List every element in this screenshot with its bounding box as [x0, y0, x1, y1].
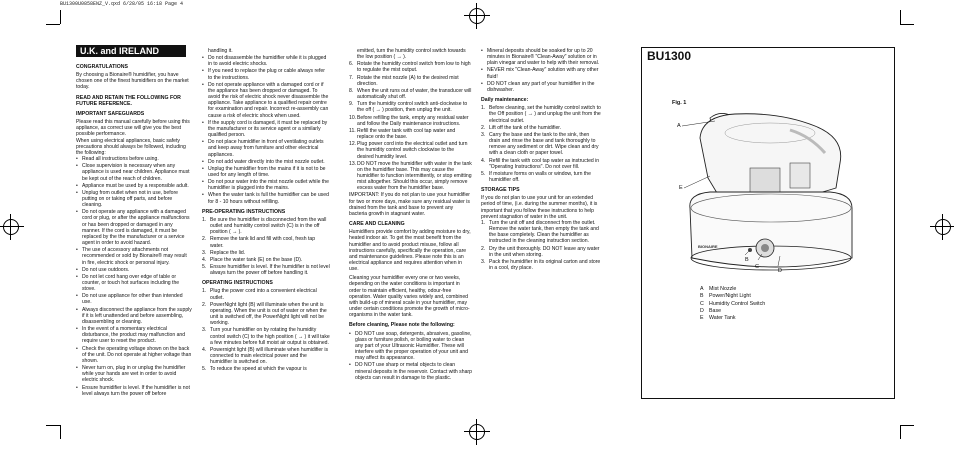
crop-mark	[900, 24, 914, 25]
congrats-heading: CONGRATULATIONS	[76, 64, 128, 70]
model-title: BU1300	[647, 49, 692, 63]
list-item: 2. Remove the tank lid and fill with cool, fresh tap water.	[202, 236, 316, 249]
list-item: 5. To reduce the speed at which the vapour is	[202, 366, 307, 373]
list-item: 5. If moisture forms on walls or window, turn the humidifier off.	[481, 170, 591, 183]
list-item: 6. Rotate the humidity control switch from low to high to regulate the mist output.	[349, 61, 471, 74]
list-item: • DO NOT clean any part of your humidifier in the dishwasher.	[481, 81, 601, 93]
list-item: 4. Refill the tank with cool tap water as instructed in "Operating Instructions". Do not over fill.	[481, 157, 600, 170]
care-body: Humidifiers provide comfort by adding moisture to dry, heated indoor air. To get the most benefit from the humidifier and to avoid product misuse, follow all instructions carefully, specifically the operation, care and maintenance guidelines. Please note this is an electrical appliance and requires attention when in use.	[349, 229, 471, 273]
storage-heading: STORAGE TIPS	[481, 187, 520, 194]
crop-mark	[900, 425, 901, 439]
registration-mark	[3, 219, 19, 235]
daily-maintenance-heading: Daily maintenance:	[481, 97, 529, 104]
column-2	[202, 48, 330, 374]
figure-label: Fig. 1	[672, 100, 687, 106]
care-body-2: Cleaning your humidifier every one or two weeks, depending on the water conditions is important in order to maintain efficient, healthy, odour-free operation. Water quality varies widely and, combined with build-up of mineral scale in your humidifier, may under certain conditions promote the growth of micro-organisms in the water tank.	[349, 275, 470, 319]
list-item: • Do not use outdoors.	[76, 267, 192, 273]
list-item: • When the water tank is full the humidifier can be used for 8 - 10 hours without refilling.	[202, 192, 330, 204]
list-item: • DO NOT use sharp or metal objects to clean mineral deposits in the reservoir. Contact with sharp objects can result in damage to the plastic.	[349, 362, 472, 380]
list-item: • Do not use appliance for other than intended use.	[76, 293, 192, 305]
list-item: 13. DO NOT move the humidifier with water in the tank on the humidifier base. This may cause the humidifier to function intermittently, or stop emitting mist altogether. Should this occur, simply remove excess water from the humidifier base.	[349, 160, 472, 192]
list-item: 1. Before cleaning, set the humidity control switch to the Off position ( → ) and unplug the unit from the electrical outlet.	[481, 105, 601, 124]
operating-heading: OPERATING INSTRUCTIONS	[202, 280, 273, 287]
callout-a: A	[677, 123, 681, 129]
list-item: 1. Plug the power cord into a convenient electrical outlet.	[202, 288, 317, 301]
list-item: 2. Lift off the tank of the humidifier.	[481, 124, 562, 131]
list-item: 2. PowerNight light (B) will illuminate when the unit is operating. When the unit is out of water or when the unit is switched off, the PowerNight light will not be working.	[202, 301, 327, 327]
list-item: • Appliance must be used by a responsible adult.	[76, 183, 192, 189]
list-item: • Mineral deposits should be soaked for up to 20 minutes in Bionaire® "Clean-Away" solution or in plain vinegar and water to help with their removal.	[481, 48, 601, 66]
crop-mark	[46, 425, 60, 426]
list-item: • Do not add water directly into the mist nozzle outlet.	[202, 159, 330, 165]
list-item: • Unplug the humidifier from the mains if it is not to be used for any length of time.	[202, 166, 330, 178]
crop-mark	[60, 10, 61, 24]
parts-legend	[700, 286, 765, 322]
list-item: 5. Ensure humidifier is level. If the humidifier is not level always turn the power off before handling it.	[202, 264, 330, 277]
region-banner: U.K. and IRELAND	[76, 45, 186, 57]
callout-b: B	[745, 257, 749, 263]
callout-d: D	[778, 268, 782, 274]
list-item: 9. Turn the humidity control switch anti-clockwise to the off ( → ) position, then unplug the unit.	[349, 101, 468, 114]
list-item: • Do not disassemble the humidifier while it is plugged in to avoid electric shocks.	[202, 55, 330, 67]
safeguards-list	[76, 156, 192, 397]
list-item: 3. Replace the lid.	[202, 249, 246, 256]
continued-text: emitted, turn the humidity control switch towards the low position ( → ).	[357, 48, 466, 61]
list-item: • If the supply cord is damaged, it must be replaced by the manufacturer or its service agent or a similarly qualified person.	[202, 120, 330, 138]
list-item: • Never turn on, plug in or unplug the humidifier while your hands are wet in order to avoid electric shock.	[76, 365, 192, 383]
storage-intro: If you do not plan to use your unit for an extended period of time, (i.e. during the summer months), it is important that you follow these instructions to help prevent stagnation of water in the unit.	[481, 195, 598, 220]
legend-row: A Mist Nozzle	[700, 286, 737, 292]
column-3	[349, 48, 472, 382]
list-item: 11. Refill the water tank with cool tap water and replace onto the base.	[349, 127, 456, 141]
crop-mark	[900, 10, 901, 24]
list-item: • DO NOT use soap, detergents, abrasives, gasoline, glass or furniture polish, or boiling water to clean any part of your Ultrasonic Humidifier. These will interfere with the proper operation of your unit and may affect its appearance.	[349, 331, 472, 362]
column-4	[481, 48, 601, 272]
care-heading: CARE AND CLEANING	[349, 221, 405, 228]
list-item: • Read all instructions before using.	[76, 156, 192, 162]
important-note: IMPORTANT: If you do not plan to use your humidifier for two or more days, make sure any residual water is drained from the tank and base to prevent any bacteria growth in stagnant water.	[349, 192, 470, 217]
list-item: 7. Rotate the mist nozzle (A) to the desired mist direction.	[349, 74, 459, 87]
legend-row: C Humidity Control Switch	[700, 300, 766, 307]
list-item: 1. Be sure the humidifier is disconnected from the wall outlet and humidity control switch (C) is in the off position ( → ).	[202, 216, 327, 236]
list-item: 8. When the unit runs out of water, the transducer will automatically shut off.	[349, 87, 472, 101]
list-item: • Ensure humidifier is level. If the humidifier is not level always turn the power off before	[76, 385, 192, 397]
list-item: • Do not place humidifier in front of ventilating outlets and keep away from furniture and other electrical appliances.	[202, 139, 330, 157]
legend-row: D Base	[700, 307, 722, 314]
list-item: • In the event of a momentary electrical disturbance, the product may malfunction and require user to reset the product.	[76, 326, 192, 344]
electrical-intro: When using electrical appliances, basic safety precautions should always be followed, including the following:	[76, 137, 186, 156]
print-slug: BU1300U0858ENZ_V.qxd 6/28/05 16:18 Page 4	[60, 1, 184, 7]
registration-mark	[469, 8, 485, 24]
crop-mark	[900, 425, 914, 426]
registration-mark	[935, 219, 951, 235]
product-brand: BIONAIRE	[698, 244, 718, 249]
list-item: 2. Dry the unit thoroughly. DO NOT leave any water in the unit when storing.	[481, 245, 600, 258]
before-cleaning-heading: Before cleaning, Please note the following:	[349, 322, 455, 329]
list-item: 3. Turn your humidifier on by rotating the humidity control switch (C) to the high position ( → ) it will take a few minutes before full moist air output is obtained.	[202, 327, 330, 346]
registration-mark	[469, 424, 485, 440]
list-item: 4. Place the water tank (E) on the base (D).	[202, 256, 303, 263]
list-item: • Unplug from outlet when not in use, before putting on or taking off parts, and before cleaning.	[76, 190, 192, 208]
list-item: • If you need to replace the plug or cable always refer to the instructions.	[202, 68, 330, 80]
congrats-body: By choosing a Bionaire® humidifier, you have chosen one of the finest humidifiers on the market today.	[76, 72, 189, 91]
callout-e: E	[679, 185, 683, 191]
list-item: 3. Carry the base and the tank to the sink, then drain and rinse the base and tank thoroughly to remove any sediment or dirt. Wipe clean and dry with a clean cloth or paper towel.	[481, 131, 599, 157]
legend-row: B Power/Night Light	[700, 293, 751, 300]
list-item: 10. Before refilling the tank, empty any residual water and follow the Daily maintenance instructions.	[349, 114, 469, 127]
list-item: 12. Plug power cord into the electrical outlet and turn the humidity control switch clockwise to the desired humidity level.	[349, 141, 468, 160]
legend-row: E Water Tank	[700, 315, 736, 322]
callout-c: C	[755, 264, 759, 270]
list-item: • Do not operate appliance with a damaged cord or if the appliance has been dropped or damaged. To avoid the risk of electric shock never disassemble the appliance. Take appliance to a qualified repair centre for examination and repair. Incorrect re-assembly can cause a risk of electric shock when used.	[202, 82, 330, 119]
humidifier-illustration	[640, 108, 894, 283]
list-item: • NEVER mix "Clean-Away" solution with any other fluid!	[481, 67, 601, 79]
read-retain-heading: READ AND RETAIN THE FOLLOWING FOR FUTURE REFERENCE.	[76, 94, 181, 107]
list-item: 4. Powernight light (B) will illuminate when humidifier is connected to main electrical power and the humidifier is switched on.	[202, 346, 329, 366]
list-item: • Always disconnect the appliance from the supply if it is left unattended and before assembling, disassembling or cleaning.	[76, 307, 192, 325]
crop-mark	[46, 24, 60, 25]
list-item: • Do not operate any appliance with a damaged cord or plug, or after the appliance malfunctions or has been dropped or damaged in any manner. If the cord is damaged, it must be replaced by the the manufacturer or a service agent in order to avoid hazard.	[76, 209, 192, 246]
safeguards-intro: Please read this manual carefully before using this appliance, as correct use will give you the best possible performance.	[76, 119, 190, 138]
list-item: 1. Turn the unit off and disconnect from the outlet. Remove the water tank, then empty the tank and the base completely. Clean the humidifier as instructed in the cleaning instruction section.	[481, 219, 599, 245]
list-item: • Check the operating voltage shown on the back of the unit. Do not operate at higher voltage than shown.	[76, 346, 192, 364]
list-item: • The use of accessory attachments not recommended or sold by Bionaire® may result in fire, electric shock or personal injury.	[76, 247, 192, 265]
list-item: • Close supervision is necessary when any appliance is used near children. Appliance must be kept out of the reach of children.	[76, 163, 192, 181]
crop-mark	[60, 425, 61, 439]
list-item: 3. Pack the humidifier in its original carton and store in a cool, dry place.	[481, 258, 601, 271]
safeguards-heading: IMPORTANT SAFEGUARDS	[76, 110, 145, 117]
preop-heading: PRE-OPERATING INSTRUCTIONS	[202, 208, 286, 215]
list-item: • Do not let cord hang over edge of table or counter, or touch hot surfaces including the stove.	[76, 274, 192, 292]
list-item: • Do not pour water into the mist nozzle outlet while the humidifier is plugged into the mains.	[202, 179, 330, 191]
column-1	[76, 60, 192, 398]
safeguards-list-continued	[202, 55, 330, 205]
continued-text: handling it.	[208, 48, 233, 54]
